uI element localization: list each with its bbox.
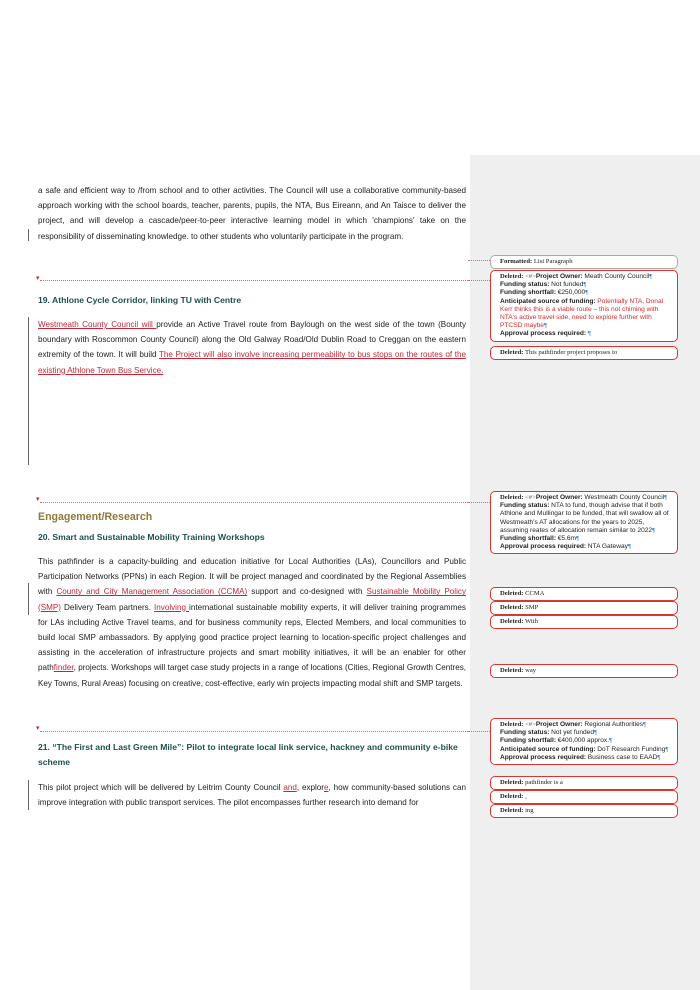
comment-text: This pathfinder project proposes to bbox=[524, 349, 618, 356]
section-21-heading: 21. “The First and Last Green Mile”: Pilot to integrate local link service, hackney and community e-bike scheme bbox=[38, 742, 458, 767]
change-bar bbox=[28, 229, 29, 241]
comment-text: List Paragraph bbox=[533, 258, 573, 265]
comment-label: Deleted: bbox=[500, 667, 524, 674]
body-text-span: , how community-based solutions can improve integration with public transport services. The pilot encompasses further research into demand for bbox=[38, 783, 466, 808]
comment-connector-line bbox=[40, 731, 468, 732]
comment-text: pathfinder is a bbox=[525, 779, 563, 786]
field-label: Funding shortfall: bbox=[500, 289, 557, 297]
comment-balloon-deleted[interactable] bbox=[490, 270, 678, 342]
pilcrow-icon: ¶ bbox=[657, 753, 661, 761]
pilcrow-icon: ¶ bbox=[652, 526, 656, 534]
comment-balloon-deleted[interactable] bbox=[490, 804, 678, 818]
body-text-span: Delivery Team partners. bbox=[60, 602, 155, 612]
pilcrow-icon: ¶ bbox=[576, 535, 580, 543]
field-label: Anticipated source of funding: bbox=[500, 297, 596, 305]
comment-connector-line bbox=[40, 502, 468, 503]
comment-label: Deleted: bbox=[500, 273, 524, 280]
comment-balloon-deleted[interactable] bbox=[490, 718, 678, 765]
paragraph-intro: a safe and efficient way to /from school and to other activities. The Council will use a collaborative community-based approach working with the school boards, teacher, parents, pupils, the NTA, Bus Eireann, and An Taisce to deliver the project, and will develop a cascade/peer-to-peer interactive learning model in which 'champions' take on the responsibility of disseminating knowledge. to other students who voluntarily participate in the program. bbox=[38, 186, 466, 241]
body-text-span: , projects. Workshops will target case study projects in a range of locations (Cities, Regional Growth Centres, Key Towns, Rural Areas) focusing on creative, cost-effective, early win projects impacting modal shift and SMP targets. bbox=[38, 663, 466, 688]
body-text-span: This pathfinder is a capacity-building and education initiative for Local Authorities (LAs), Councillors and Public Participation Networks (PPNs) in each Region. It will be project managed and coordinated by the Regional Assemblies with bbox=[38, 557, 466, 597]
comment-anchor-text: <#> bbox=[525, 273, 536, 280]
field-label: Funding shortfall: bbox=[500, 737, 557, 745]
comment-balloon-deleted[interactable] bbox=[490, 664, 678, 678]
comment-text: CCMA bbox=[525, 590, 545, 597]
comment-balloon-deleted[interactable] bbox=[490, 601, 678, 615]
field-label: Project Owner: bbox=[535, 273, 583, 280]
comment-label: Deleted: bbox=[500, 807, 524, 814]
body-text-span: support and co-designed with bbox=[247, 587, 367, 597]
comment-connector-line bbox=[468, 731, 490, 732]
body-text-span: This bbox=[38, 783, 57, 792]
comment-balloon-deleted[interactable] bbox=[490, 790, 678, 804]
pilcrow-icon: ¶ bbox=[585, 289, 589, 297]
comment-text: , bbox=[525, 793, 527, 800]
comment-label: Deleted: bbox=[500, 494, 524, 501]
comment-text: way bbox=[525, 667, 537, 674]
comment-label: Deleted: bbox=[500, 604, 524, 611]
pilcrow-icon: ¶ bbox=[583, 281, 587, 289]
field-label: Funding shortfall: bbox=[500, 535, 557, 543]
section-20-heading: 20. Smart and Sustainable Mobility Training Workshops bbox=[38, 532, 265, 542]
comment-balloon-deleted[interactable] bbox=[490, 615, 678, 629]
field-value: €5.6m bbox=[557, 535, 577, 543]
comment-label: Deleted: bbox=[500, 793, 524, 800]
field-label: Approval process required: bbox=[500, 753, 587, 761]
comment-text: SMP bbox=[525, 604, 539, 611]
engagement-heading: Engagement/Research bbox=[38, 511, 153, 523]
pilcrow-icon: ¶ bbox=[664, 494, 668, 501]
comment-anchor-icon: ▾ bbox=[36, 275, 40, 282]
comment-anchor-text: <#> bbox=[525, 494, 536, 501]
field-label: Approval process required: bbox=[500, 543, 587, 551]
field-value: Meath County Council bbox=[584, 273, 650, 280]
field-label: Project Owner: bbox=[535, 721, 583, 728]
field-value: €250,000 bbox=[557, 289, 586, 297]
comment-anchor-text: <#> bbox=[525, 721, 536, 728]
comment-text: ing bbox=[525, 807, 534, 814]
inserted-text: County and City Management Association (CCMA) bbox=[56, 587, 248, 597]
section-19-heading: 19. Athlone Cycle Corridor, linking TU with Centre bbox=[38, 295, 242, 305]
pilcrow-icon: ¶ bbox=[587, 330, 591, 338]
comment-connector-line bbox=[468, 280, 490, 281]
inserted-text: The Project will also involve increasing permeability to bus stops on the routes of the existing Athlone Town Bus Service. bbox=[38, 350, 466, 375]
comment-connector-line bbox=[40, 280, 468, 281]
field-value: DoT Research Funding bbox=[597, 745, 666, 753]
comment-label: Deleted: bbox=[500, 349, 524, 356]
body-text-span: pilot project which will be delivered by Leitrim County Council bbox=[56, 783, 284, 792]
inserted-text: Westmeath County Council will bbox=[38, 320, 157, 329]
comment-balloon-formatted[interactable] bbox=[490, 255, 678, 269]
field-value: Westmeath County Council bbox=[584, 494, 665, 501]
pilcrow-icon: ¶ bbox=[627, 543, 631, 551]
field-label: Funding status: bbox=[500, 502, 550, 510]
comment-text: With bbox=[524, 618, 538, 625]
field-value: Potentially NTA, Donal Kerr thinks this is a viable route – this not chiming with NTA's active travel side, need to explore further with PTCSD maybe bbox=[500, 297, 664, 330]
field-value: €400,000 approx. bbox=[557, 737, 610, 745]
field-label: Project Owner: bbox=[535, 494, 583, 501]
comment-balloon-deleted[interactable] bbox=[490, 587, 678, 601]
inserted-text: Sustainable Mobility Policy (SMP) bbox=[38, 587, 466, 612]
field-label: Approval process required: bbox=[500, 330, 587, 338]
comment-connector-line bbox=[468, 260, 490, 261]
section-20-body bbox=[38, 554, 466, 691]
comment-balloon-deleted[interactable] bbox=[490, 346, 678, 360]
inserted-text: finder bbox=[53, 663, 74, 673]
field-label: Funding status: bbox=[500, 281, 550, 289]
field-value: Not funded bbox=[551, 281, 584, 289]
body-text-span: provide an Active Travel route from Baylough on the west side of the town (Bounty boundary with Roscommon County Council) along the Old Galway Road/Old Dublin Road to Creggan on the eastern extremity of the town. It will build bbox=[38, 320, 467, 360]
inserted-text: and bbox=[283, 783, 297, 792]
field-value: Regional Authorities bbox=[584, 721, 644, 728]
comment-balloon-deleted[interactable] bbox=[490, 491, 678, 554]
body-text-span: , explor bbox=[296, 783, 324, 792]
comment-anchor-icon: ▾ bbox=[36, 496, 40, 503]
inserted-text: Involving bbox=[154, 602, 190, 612]
change-bar bbox=[28, 780, 29, 810]
pilcrow-icon: ¶ bbox=[543, 322, 547, 330]
field-value: Not yet funded bbox=[551, 729, 594, 737]
pilcrow-icon: ¶ bbox=[643, 721, 647, 728]
section-19-body bbox=[38, 317, 466, 378]
comment-label: Deleted: bbox=[500, 618, 524, 625]
change-bar bbox=[28, 583, 29, 615]
comment-label: Formatted: bbox=[500, 258, 533, 265]
change-bar bbox=[28, 317, 29, 465]
comment-balloon-deleted[interactable] bbox=[490, 776, 678, 790]
inserted-text: e bbox=[324, 783, 329, 792]
pilcrow-icon: ¶ bbox=[649, 273, 653, 280]
comment-anchor-icon: ▾ bbox=[36, 725, 40, 732]
section-21-body bbox=[38, 780, 466, 810]
pilcrow-icon: ¶ bbox=[665, 745, 669, 753]
comment-label: Deleted: bbox=[500, 721, 524, 728]
comment-label: Deleted: bbox=[500, 590, 524, 597]
comment-connector-line bbox=[468, 502, 490, 503]
field-value: NTA to fund, though advise that if both Athlone and Mullingar to be funded, that will swallow all of Westmeath's AT allocations for the years to 2025, assuming reates of allocation remain similar to 2022 bbox=[500, 502, 669, 534]
field-value: NTA Gateway bbox=[587, 543, 628, 551]
pilcrow-icon: ¶ bbox=[594, 729, 597, 737]
field-label: Funding status: bbox=[500, 729, 550, 737]
pilcrow-icon: ¶ bbox=[609, 737, 613, 745]
field-label: Anticipated source of funding: bbox=[500, 745, 596, 753]
field-value: Business case to EAAD bbox=[587, 753, 658, 761]
comment-label: Deleted: bbox=[500, 779, 524, 786]
body-text-span: international sustainable mobility experts, it will deliver training programmes for LAs including Active Travel teams, and for business community reps, Elected Members, and local communities to build local SMP ambassadors. By applying good practice project learning to location-specific project challenges and assisting in the acceleration of infrastructure projects and smart mobility initiatives, it will be an enabler for other path bbox=[38, 602, 466, 673]
